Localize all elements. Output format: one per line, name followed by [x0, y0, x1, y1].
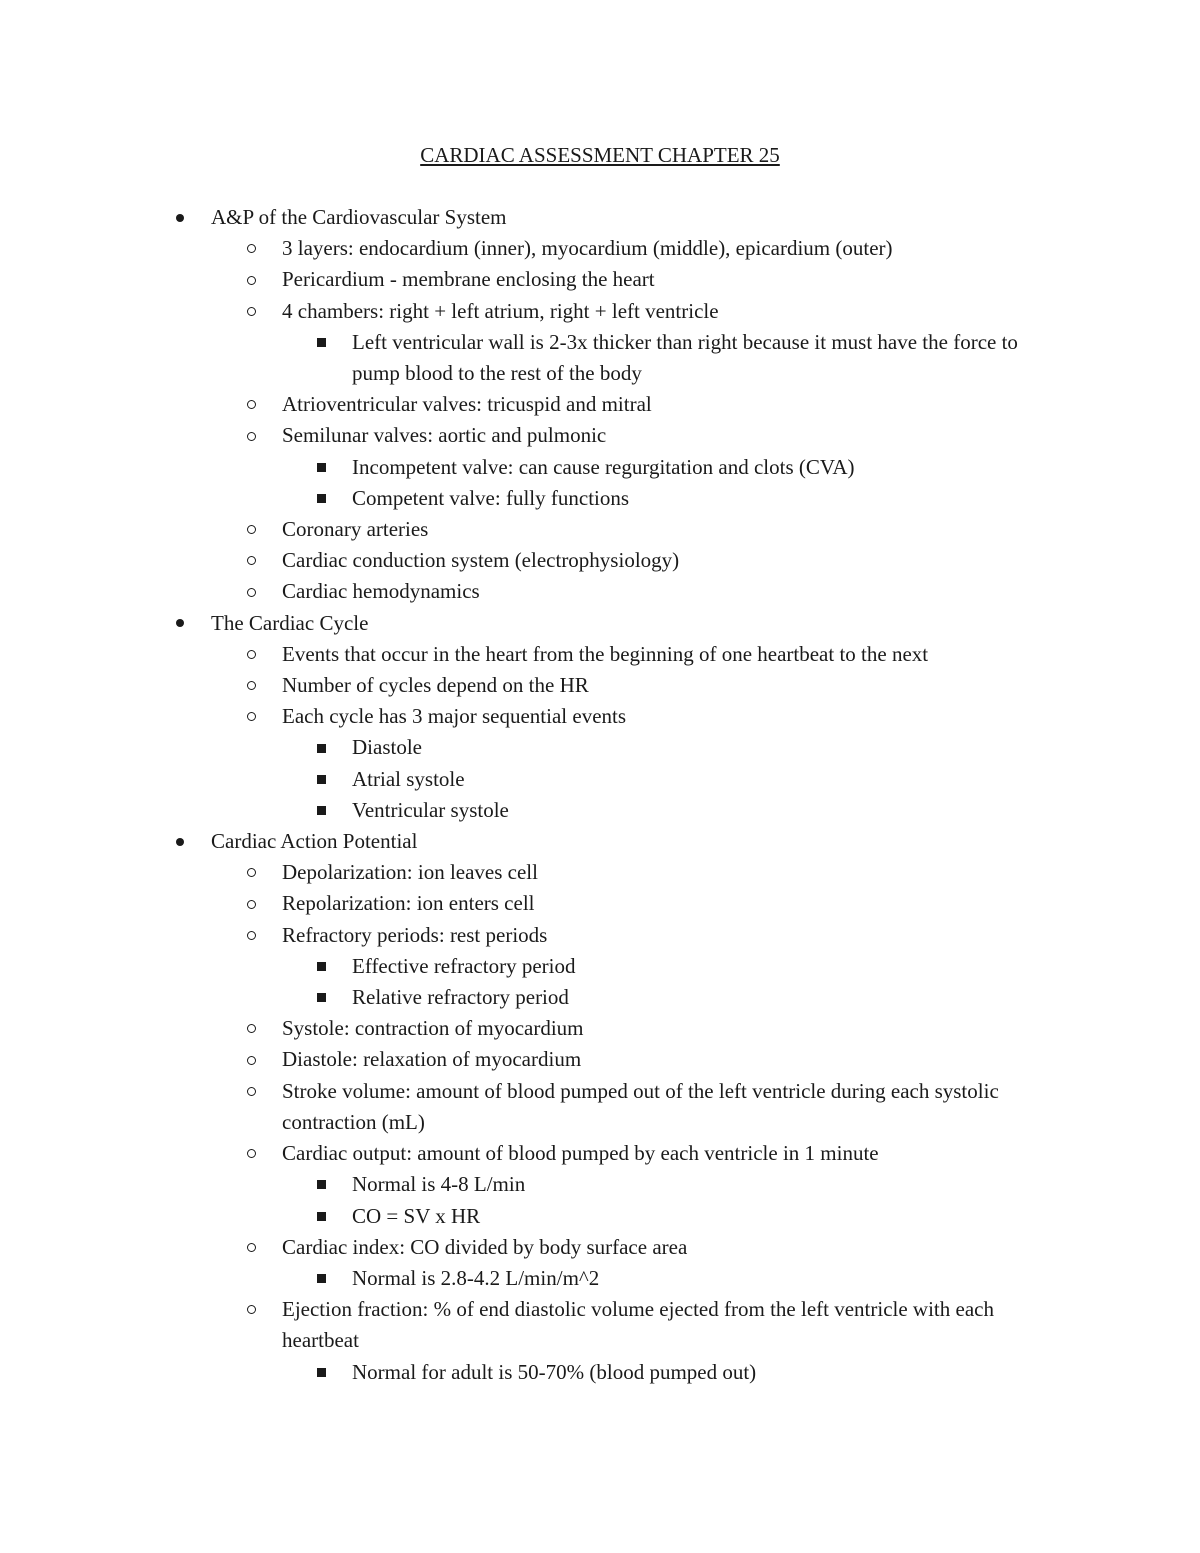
list-marker	[247, 1232, 256, 1263]
bullet-circle-icon	[247, 1149, 256, 1158]
outline-item-level-2	[0, 545, 1032, 576]
outline-item-level-3	[0, 1263, 1032, 1294]
outline-item-level-3	[0, 764, 1032, 795]
outline-item-text: Number of cycles depend on the HR	[282, 673, 589, 698]
list-marker	[247, 420, 256, 451]
outline-item-level-3	[0, 1201, 1032, 1232]
list-marker	[176, 608, 184, 639]
outline-item-text: Effective refractory period	[352, 953, 576, 978]
bullet-square-icon	[317, 744, 326, 753]
bullet-circle-icon	[247, 1024, 256, 1033]
outline-item-text: Diastole: relaxation of myocardium	[282, 1047, 582, 1072]
outline-item-level-2	[0, 514, 1032, 545]
bullet-square-icon	[317, 1212, 326, 1221]
outline-item-level-2	[0, 296, 1032, 327]
list-marker	[176, 826, 184, 857]
outline-item-level-2	[0, 1232, 1032, 1263]
outline-item-level-1	[0, 202, 1011, 233]
outline-item-text: Ventricular systole	[352, 797, 509, 822]
outline-item-text: A&P of the Cardiovascular System	[211, 205, 507, 229]
outline-item-text: Repolarization: ion enters cell	[282, 891, 535, 916]
list-marker	[247, 920, 256, 951]
list-marker	[317, 1357, 326, 1388]
list-marker	[247, 514, 256, 545]
outline-item-text: Events that occur in the heart from the beginning of one heartbeat to the next	[282, 641, 929, 666]
outline-item-level-1	[0, 608, 1011, 639]
outline-item-level-3	[0, 982, 1032, 1013]
bullet-circle-icon	[247, 588, 256, 597]
outline-item-level-2	[0, 920, 1032, 951]
outline-item-text: Left ventricular wall is 2-3x thicker than right because it must have the force to pump blood to the rest of the body	[352, 329, 1018, 386]
list-marker	[317, 483, 326, 514]
bullet-dot-icon	[176, 838, 184, 846]
outline-item-level-2	[0, 1044, 1032, 1075]
list-marker	[317, 452, 326, 483]
outline-item-text: 3 layers: endocardium (inner), myocardium (middle), epicardium (outer)	[282, 236, 893, 261]
bullet-square-icon	[317, 1368, 326, 1377]
bullet-dot-icon	[176, 214, 184, 222]
outline-item-level-2	[0, 1294, 1032, 1356]
bullet-square-icon	[317, 1274, 326, 1283]
list-marker	[247, 545, 256, 576]
outline-item-level-3	[0, 327, 1032, 389]
outline-item-level-2	[0, 1076, 1032, 1138]
outline-item-level-3	[0, 483, 1032, 514]
list-marker	[247, 389, 256, 420]
outline-item-text: Stroke volume: amount of blood pumped out of the left ventricle during each systolic contraction (mL)	[282, 1078, 999, 1134]
bullet-square-icon	[317, 806, 326, 815]
outline-item-text: Depolarization: ion leaves cell	[282, 860, 538, 885]
outline-item-text: Relative refractory period	[352, 985, 569, 1010]
outline-list	[0, 202, 1200, 1388]
list-marker	[247, 888, 256, 919]
outline-item-text: Normal for adult is 50-70% (blood pumped out)	[352, 1359, 757, 1384]
bullet-circle-icon	[247, 681, 256, 690]
outline-item-text: The Cardiac Cycle	[211, 610, 369, 635]
outline-item-level-2	[0, 576, 1032, 607]
list-marker	[247, 233, 256, 264]
outline-item-text: Each cycle has 3 major sequential events	[282, 704, 627, 729]
list-marker	[247, 1044, 256, 1075]
outline-item-text: Diastole	[352, 735, 422, 760]
document-title: CARDIAC ASSESSMENT CHAPTER 25	[420, 143, 780, 167]
bullet-square-icon	[317, 993, 326, 1002]
outline-item-text: Atrial systole	[352, 766, 465, 791]
outline-item-text: Cardiac index: CO divided by body surface area	[282, 1234, 688, 1259]
bullet-circle-icon	[247, 276, 256, 285]
bullet-circle-icon	[247, 931, 256, 940]
list-marker	[317, 982, 326, 1013]
list-marker	[247, 1138, 256, 1169]
outline-item-text: Normal is 2.8-4.2 L/min/m^2	[352, 1265, 600, 1290]
bullet-square-icon	[317, 1180, 326, 1189]
bullet-square-icon	[317, 494, 326, 503]
list-marker	[247, 1013, 256, 1044]
list-marker	[317, 795, 326, 826]
outline-item-text: Cardiac output: amount of blood pumped by each ventricle in 1 minute	[282, 1141, 879, 1166]
outline-item-text: Atrioventricular valves: tricuspid and mitral	[282, 392, 652, 417]
outline-item-text: Semilunar valves: aortic and pulmonic	[282, 423, 607, 448]
bullet-circle-icon	[247, 1243, 256, 1252]
outline-item-level-2	[0, 1013, 1032, 1044]
outline-item-level-3	[0, 951, 1032, 982]
list-marker	[247, 296, 256, 327]
outline-item-level-1	[0, 826, 1011, 857]
list-marker	[176, 202, 184, 233]
list-marker	[317, 1201, 326, 1232]
outline-item-text: Cardiac hemodynamics	[282, 579, 480, 604]
outline-item-level-2	[0, 233, 1032, 264]
list-marker	[247, 1294, 256, 1325]
outline-item-level-2	[0, 857, 1032, 888]
outline-item-text: Ejection fraction: % of end diastolic volume ejected from the left ventricle with each heartbeat	[282, 1297, 994, 1353]
list-marker	[247, 1076, 256, 1107]
outline-item-level-2	[0, 420, 1032, 451]
list-marker	[247, 701, 256, 732]
outline-item-level-3	[0, 1357, 1032, 1388]
bullet-circle-icon	[247, 400, 256, 409]
outline-item-text: CO = SV x HR	[352, 1203, 481, 1228]
outline-item-text: Pericardium - membrane enclosing the heart	[282, 267, 655, 292]
bullet-circle-icon	[247, 556, 256, 565]
outline-item-level-2	[0, 1138, 1032, 1169]
bullet-square-icon	[317, 962, 326, 971]
outline-item-text: Coronary arteries	[282, 517, 429, 542]
outline-item-level-3	[0, 452, 1032, 483]
outline-item-level-3	[0, 732, 1032, 763]
outline-item-level-2	[0, 670, 1032, 701]
bullet-circle-icon	[247, 432, 256, 441]
list-marker	[317, 764, 326, 795]
list-marker	[247, 576, 256, 607]
list-marker	[317, 1263, 326, 1294]
list-marker	[317, 732, 326, 763]
bullet-circle-icon	[247, 244, 256, 253]
outline-item-level-2	[0, 389, 1032, 420]
bullet-circle-icon	[247, 525, 256, 534]
list-marker	[247, 670, 256, 701]
outline-item-text: Systole: contraction of myocardium	[282, 1016, 584, 1041]
list-marker	[247, 857, 256, 888]
outline-item-text: Competent valve: fully functions	[352, 485, 630, 510]
outline-item-level-2	[0, 264, 1032, 295]
list-marker	[317, 327, 326, 358]
outline-item-level-3	[0, 1169, 1032, 1200]
outline-item-text: Normal is 4-8 L/min	[352, 1172, 526, 1197]
bullet-circle-icon	[247, 307, 256, 316]
outline-item-text: Cardiac conduction system (electrophysiology)	[282, 548, 680, 573]
bullet-circle-icon	[247, 868, 256, 877]
list-marker	[247, 264, 256, 295]
outline-item-level-2	[0, 888, 1032, 919]
bullet-circle-icon	[247, 1056, 256, 1065]
outline-item-level-3	[0, 795, 1032, 826]
outline-item-level-2	[0, 639, 1032, 670]
list-marker	[317, 951, 326, 982]
bullet-circle-icon	[247, 900, 256, 909]
outline-item-text: Incompetent valve: can cause regurgitation and clots (CVA)	[352, 454, 855, 479]
outline-item-text: 4 chambers: right + left atrium, right + left ventricle	[282, 298, 719, 323]
bullet-circle-icon	[247, 1305, 256, 1314]
bullet-square-icon	[317, 338, 326, 347]
bullet-square-icon	[317, 775, 326, 784]
outline-item-text: Cardiac Action Potential	[211, 829, 418, 854]
bullet-dot-icon	[176, 619, 184, 627]
bullet-circle-icon	[247, 1087, 256, 1096]
bullet-square-icon	[317, 463, 326, 472]
list-marker	[247, 639, 256, 670]
outline-item-text: Refractory periods: rest periods	[282, 922, 548, 947]
bullet-circle-icon	[247, 712, 256, 721]
outline-item-level-2	[0, 701, 1032, 732]
bullet-circle-icon	[247, 650, 256, 659]
list-marker	[317, 1169, 326, 1200]
